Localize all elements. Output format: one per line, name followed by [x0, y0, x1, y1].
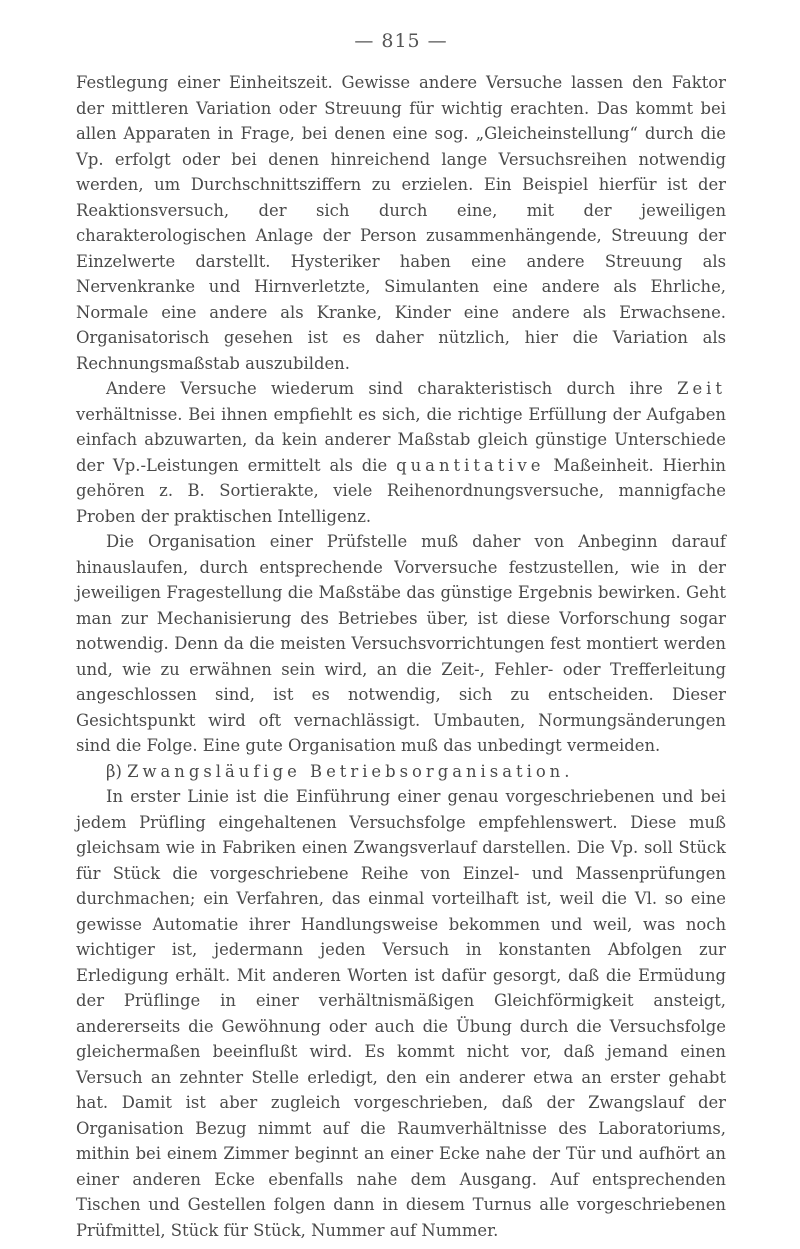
paragraph-2-part-a: Andere Versuche wiederum sind charakteristisch durch ihre: [106, 379, 663, 398]
section-heading: [76, 759, 726, 785]
paragraph-2-part-b: verhältnisse. Bei ihnen empfiehlt es sich, die richtige Erfüllung der Aufgaben einfach abzuwarten, da kein anderer Maßstab gleich günstige Unterschiede der Vp.-Leistungen ermittelt als die: [76, 404, 726, 475]
paragraph-3: Die Organisation einer Prüfstelle muß daher von Anbeginn darauf hinauslaufen, durch entsprechende Vorversuche festzustellen, wie in der jeweiligen Fragestellung die Maßstäbe das günstige Ergebnis bewirken. Geht man zur Mechanisierung des Betriebes über, ist diese Vorforschung sogar notwendig. Denn da die meisten Versuchsvorrichtungen fest montiert werden und, wie zu erwähnen sein wird, an die Zeit-, Fehler- oder Trefferleitung angeschlossen sind, ist es notwendig, sich zu entscheiden. Dieser Gesichtspunkt wird oft vernachlässigt. Umbauten, Normungsänderungen sind die Folge. Eine gute Organisation muß das unbedingt vermeiden.: [76, 532, 726, 755]
paragraph-1: Festlegung einer Einheitszeit. Gewisse andere Versuche lassen den Faktor der mittleren Variation oder Streuung für wichtig erachten. Das kommt bei allen Apparaten in Frage, bei denen eine sog. „Gleicheinstellung“ durch die Vp. erfolgt oder bei denen hinreichend lange Versuchsreihen notwendig werden, um Durchschnittsziffern zu erzielen. Ein Beispiel hierfür ist der Reaktionsversuch, der sich durch eine, mit der jeweiligen charakterologischen Anlage der Person zusammenhängende, Streuung der Einzelwerte darstellt. Hysteriker haben eine andere Streuung als Nervenkranke und Hirnverletzte, Simulanten eine andere als Ehrliche, Normale eine andere als Kranke, Kinder eine andere als Erwachsene. Organisatorisch gesehen ist es daher nützlich, hier die Variation als Rechnungsmaßstab auszubilden.: [76, 73, 726, 373]
paragraph-2: [76, 376, 726, 529]
document-page: [76, 30, 726, 1243]
emphasis-quantitative: quantitative: [396, 455, 545, 475]
section-heading-prefix: β): [106, 761, 122, 781]
paragraph-2-part-c: Maßeinheit. Hierhin gehören z. B. Sortierakte, viele Reihenordnungsversuche, mannigfache Proben der praktischen Intelligenz.: [76, 455, 726, 526]
paragraph-4: In erster Linie ist die Einführung einer genau vorgeschriebenen und bei jedem Prüfling eingehaltenen Versuchsfolge empfehlenswert. Diese muß gleichsam wie in Fabriken einen Zwangsverlauf darstellen. Die Vp. soll Stück für Stück die vorgeschriebene Reihe von Einzel- und Massenprüfungen durchmachen; ein Verfahren, das einmal vorteilhaft ist, weil die Vl. so eine gewisse Automatie ihrer Handlungsweise bekommen und weil, was noch wichtiger ist, jedermann jeden Versuch in konstanten Abfolgen zur Erledigung erhält. Mit anderen Worten ist dafür gesorgt, daß die Ermüdung der Prüflinge in einer verhältnismäßigen Gleichförmigkeit ansteigt, andererseits die Gewöhnung oder auch die Übung durch die Versuchsfolge gleichermaßen beeinflußt wird. Es kommt nicht vor, daß jemand einen Versuch an zehnter Stelle erledigt, den ein anderer etwa an erster gehabt hat. Damit ist aber zugleich vorgeschrieben, daß der Zwangslauf der Organisation Bezug nimmt auf die Raumverhältnisse des Laboratoriums, mithin bei einem Zimmer beginnt an einer Ecke nahe der Tür und aufhört an einer anderen Ecke ebenfalls nahe dem Ausgang. Auf entsprechenden Tischen und Gestellen folgen dann in diesem Turnus alle vorgeschriebenen Prüfmittel, Stück für Stück, Nummer auf Nummer.: [76, 787, 726, 1240]
section-heading-text: Zwangsläufige Betriebsorganisation.: [127, 761, 574, 781]
page-number: — 815 —: [354, 30, 448, 52]
emphasis-zeit: Zeit: [677, 379, 726, 398]
